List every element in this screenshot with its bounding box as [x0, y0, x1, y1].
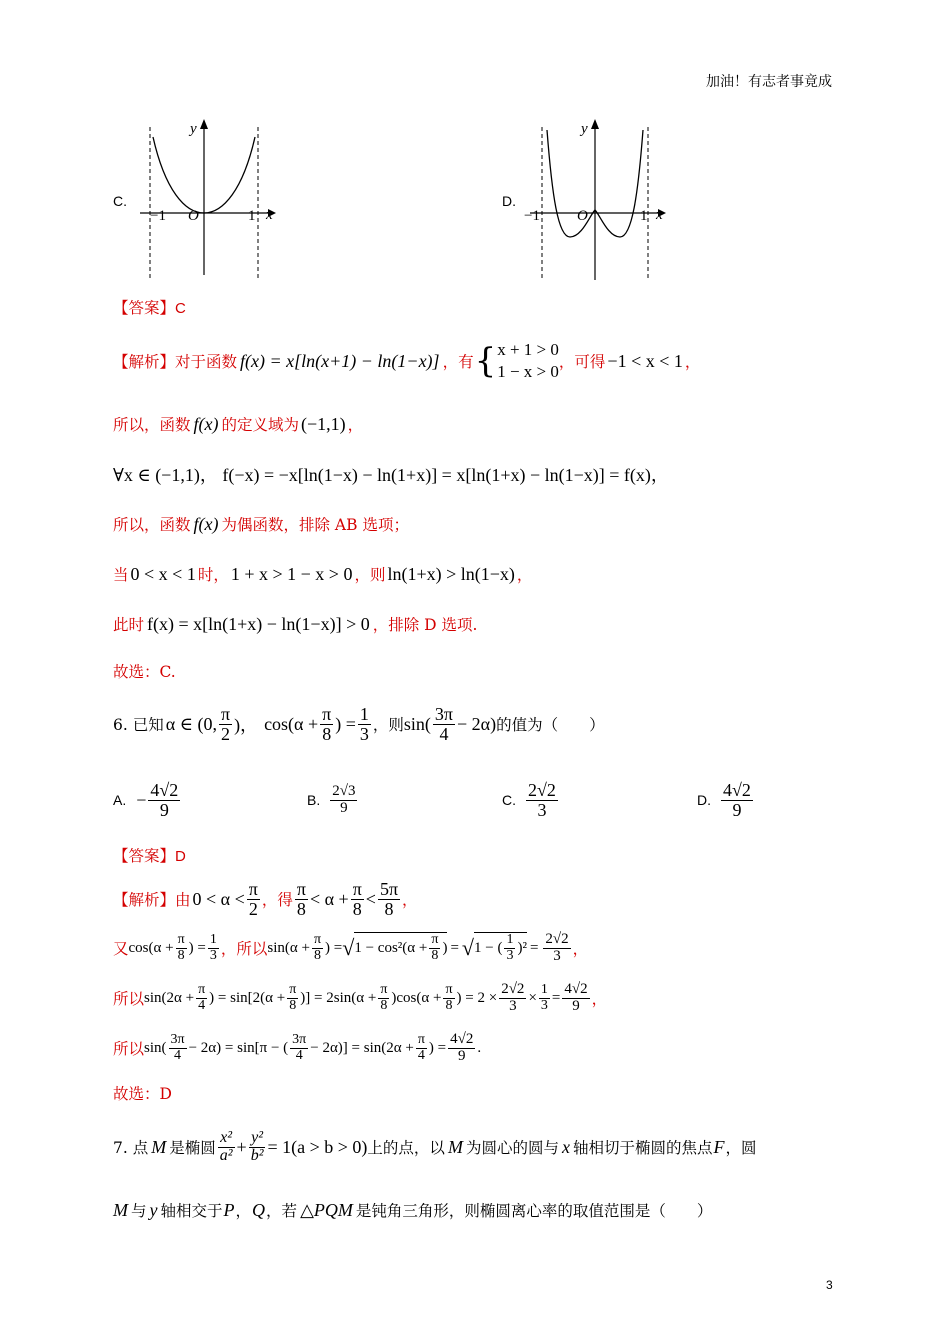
math-expr: + — [236, 1136, 247, 1157]
text: 轴相切于椭圆的焦点 — [572, 1139, 713, 1157]
frac-pi-2: $\frac{\pi}{2}$ — [220, 703, 231, 744]
frac: $\frac{1}{3}$ — [506, 932, 514, 963]
math-expr: ) = — [428, 1039, 447, 1056]
sqrt-icon: √ — [461, 935, 474, 960]
option-d-label: D. — [502, 193, 516, 209]
text: ， — [572, 940, 589, 958]
text: ， — [684, 353, 701, 371]
text: 所以 — [113, 1040, 145, 1058]
math-expr: < α + — [309, 888, 349, 909]
math-expr: 0 < α < — [192, 888, 245, 909]
graph-option-d — [524, 115, 670, 285]
option-value: $\frac{4√2}{9}$ — [150, 779, 179, 820]
option-label: B. — [307, 792, 321, 808]
text: ， — [347, 416, 364, 434]
math-var: y — [149, 1199, 158, 1220]
text: 为偶函数，排除 AB 选项； — [221, 516, 409, 534]
option-label: C. — [502, 792, 516, 808]
system-row: x + 1 > 0 — [497, 339, 559, 359]
math-expr: ∀x ∈ (−1,1)， f(−x) = −x[ln(1−x) − ln(1+x)] = x[ln(1+x) − ln(1−x)] = f(x)， — [113, 465, 669, 485]
q6-analysis-line3 — [113, 976, 607, 1020]
frac: $\frac{\pi}{8}$ — [177, 931, 185, 963]
math-expr: ) = — [335, 713, 356, 734]
math-expr: ) — [442, 940, 448, 956]
frac-1-3: $\frac{1}{3}$ — [359, 703, 369, 744]
y-axis-arrow-icon — [591, 119, 599, 129]
math-expr: △PQM — [300, 1199, 353, 1220]
math-expr: − 2α) = sin[π − ( — [188, 1039, 289, 1056]
math-expr: α ∈ (0, — [165, 713, 217, 734]
text: ，若 — [266, 1202, 298, 1220]
frac: $\frac{\pi}{2}$ — [248, 878, 258, 919]
text: 是椭圆 — [169, 1139, 216, 1157]
text: ， — [402, 891, 418, 909]
y-axis-arrow-icon — [200, 119, 208, 129]
frac: $\frac{2√2}{3}$ — [501, 980, 525, 1014]
answer-value: D — [175, 848, 186, 865]
frac: $\frac{\pi}{8}$ — [296, 878, 306, 919]
q6-analysis-line2 — [113, 926, 588, 970]
math-expr: − 2α) — [457, 713, 497, 734]
text: 上的点，以 — [367, 1139, 445, 1157]
text: 的定义域为 — [221, 416, 300, 434]
graph-option-c — [140, 115, 280, 285]
math-expr: < — [365, 888, 376, 909]
option-value: $\frac{2√3}{9}$ — [332, 782, 356, 816]
frac: $\frac{\pi}{4}$ — [198, 981, 206, 1013]
math-expr: ln(1+x) > ln(1−x) — [387, 563, 515, 584]
frac: $\frac{\text{x²}}{\text{a²}}$ — [219, 1128, 233, 1164]
q7-stem-line1 — [113, 1122, 756, 1172]
text: 由 — [175, 891, 191, 909]
tick-1: 1 — [640, 208, 648, 224]
frac: $\frac{4√2}{9}$ — [564, 980, 588, 1014]
text: 所以 — [113, 990, 145, 1008]
q5-analysis-line3 — [113, 460, 669, 488]
q5-answer — [113, 296, 186, 318]
text: 对于函数 — [175, 353, 238, 371]
text: 所以，函数 — [113, 516, 191, 534]
frac: $\frac{\text{y²}}{\text{b²}}$ — [250, 1128, 264, 1164]
math-expr: −1 < x < 1 — [607, 350, 683, 371]
x-label: x — [656, 207, 663, 223]
text: 的值为（ ） — [496, 716, 605, 734]
option-value: $\frac{4√2}{9}$ — [723, 779, 751, 820]
math-expr: 0 < x < 1 — [130, 563, 196, 584]
text: ，所以 — [220, 940, 268, 958]
q6-answer — [113, 844, 186, 866]
frac: $\frac{\pi}{8}$ — [445, 981, 453, 1013]
y-label: y — [581, 121, 588, 137]
math-var: P — [223, 1199, 235, 1220]
math-expr: × — [528, 989, 537, 1006]
math-expr: − — [136, 789, 147, 810]
option-label: A. — [113, 792, 127, 808]
math-expr: ) = — [188, 939, 206, 956]
math-expr: f(x) — [193, 413, 219, 434]
math-expr: ) = — [325, 939, 343, 956]
math-var: Q — [252, 1199, 266, 1220]
text: 此时 — [113, 616, 145, 634]
math-var: x — [561, 1136, 570, 1157]
brace-icon: { — [474, 341, 497, 381]
sqrt-body — [474, 932, 527, 963]
math-var: M — [113, 1199, 128, 1220]
frac: $\frac{\pi}{8}$ — [431, 932, 439, 963]
text: ，则 — [354, 566, 386, 584]
text: ，则 — [372, 716, 404, 734]
system-row: 1 − x > 0 — [497, 362, 559, 381]
q6-option-a — [113, 775, 182, 825]
page-number: 3 — [826, 1278, 833, 1292]
math-var: M — [447, 1136, 463, 1157]
header-motto: 加油！有志者事竟成 — [706, 74, 832, 90]
q7-stem-line2 — [113, 1196, 712, 1224]
math-var: M — [151, 1136, 167, 1157]
frac: $\frac{\pi}{8}$ — [380, 981, 388, 1013]
q6-option-b — [307, 775, 359, 825]
q5-analysis-line2 — [113, 410, 363, 438]
text: 轴相交于 — [160, 1202, 223, 1220]
text: 是钝角三角形，则椭圆离心率的取值范围是（ ） — [355, 1202, 713, 1220]
system — [497, 339, 559, 383]
q5-analysis-line5 — [113, 560, 532, 588]
math-expr: . — [477, 1039, 482, 1056]
text: 时， — [197, 566, 229, 584]
text: 6. 已知 — [113, 716, 164, 734]
frac: $\frac{\pi}{8}$ — [352, 878, 362, 919]
sqrt-body — [354, 932, 447, 963]
text: ， — [235, 1202, 252, 1220]
text: 当 — [113, 566, 129, 584]
math-expr: (−1,1) — [301, 413, 346, 434]
origin-label: O — [188, 208, 199, 224]
frac: $\frac{\pi}{8}$ — [313, 931, 322, 963]
q6-stem — [113, 696, 605, 752]
math-expr: = 1(a > b > 0) — [267, 1136, 368, 1157]
math-expr: f(x) = x[ln(x+1) − ln(1−x)] — [240, 350, 440, 371]
text: )， — [234, 715, 259, 735]
math-expr: sin(2α + — [144, 989, 195, 1006]
frac: $\frac{3\pi}{4}$ — [170, 1031, 185, 1063]
math-expr: cos(α + — [264, 713, 319, 734]
text: ， — [591, 990, 608, 1008]
text: 所以，函数 — [113, 416, 191, 434]
q6-analysis-line4 — [113, 1026, 481, 1070]
math-expr: 1 − ( — [473, 940, 503, 956]
text: ，可得 — [558, 353, 606, 371]
math-var: F — [713, 1136, 725, 1157]
math-expr: ) = sin[2(α + — [209, 989, 286, 1006]
option-c-label: C. — [113, 193, 127, 209]
math-expr: )² — [517, 940, 527, 956]
q6-conclusion: 故选：D — [113, 1085, 172, 1103]
analysis-tag: 【解析】 — [113, 891, 176, 909]
q6-option-d — [697, 775, 755, 825]
math-expr: cos(α + — [128, 939, 174, 956]
text: ，圆 — [725, 1139, 757, 1157]
q5-analysis-line6 — [113, 610, 477, 638]
math-expr: )] = 2sin(α + — [300, 989, 377, 1006]
frac: $\frac{\pi}{8}$ — [289, 981, 297, 1013]
tick-neg1: −1 — [524, 208, 540, 224]
text: 与 — [131, 1202, 147, 1220]
math-expr: )cos(α + — [391, 989, 442, 1006]
answer-value: C — [175, 300, 186, 317]
q5-analysis-line4 — [113, 510, 409, 538]
frac: $\frac{3\pi}{4}$ — [292, 1031, 307, 1063]
math-expr: = — [450, 939, 459, 956]
math-expr: − 2α)] = sin(2α + — [310, 1039, 414, 1056]
math-expr: sin(α + — [267, 939, 310, 956]
math-expr: = — [529, 939, 539, 956]
math-expr: f(x) — [193, 513, 219, 534]
origin-label: O — [577, 208, 588, 224]
tick-neg1: −1 — [150, 208, 166, 224]
math-expr: f(x) = x[ln(1+x) − ln(1−x)] > 0 — [147, 613, 370, 634]
analysis-tag: 【解析】 — [113, 353, 176, 371]
math-expr: ) = 2 × — [456, 989, 498, 1006]
frac: $\frac{5\pi}{8}$ — [379, 878, 399, 919]
x-label: x — [266, 207, 273, 223]
answer-tag: 【答案】 — [113, 847, 176, 865]
math-expr: = — [551, 989, 561, 1006]
frac: $\frac{2√2}{3}$ — [545, 930, 569, 964]
q5-analysis-line1 — [113, 340, 700, 382]
text: 7. 点 — [113, 1139, 149, 1157]
text: ，有 — [442, 353, 474, 371]
text: ，排除 D 选项. — [372, 616, 478, 634]
q6-analysis-line1 — [113, 874, 418, 924]
frac-3pi-4: $\frac{3\pi}{4}$ — [434, 703, 453, 744]
q5-conclusion: 故选：C. — [113, 663, 176, 681]
frac: $\frac{1}{3}$ — [209, 931, 217, 963]
text: ，得 — [261, 891, 293, 909]
frac-pi-8: $\frac{\pi}{8}$ — [322, 703, 332, 744]
math-expr: sin( — [144, 1039, 167, 1056]
q6-option-c — [502, 775, 560, 825]
answer-tag: 【答案】 — [113, 299, 176, 317]
option-value: $\frac{2√2}{3}$ — [528, 779, 556, 820]
text: 又 — [113, 940, 129, 958]
frac: $\frac{4√2}{9}$ — [450, 1030, 474, 1064]
tick-1: 1 — [248, 208, 256, 224]
y-label: y — [190, 121, 197, 137]
option-label: D. — [697, 792, 711, 808]
math-expr: 1 + x > 1 − x > 0 — [230, 563, 353, 584]
text: ， — [516, 566, 533, 584]
math-expr: 1 − cos²(α + — [354, 940, 428, 956]
sqrt-icon: √ — [342, 935, 355, 960]
frac: $\frac{1}{3}$ — [540, 981, 548, 1013]
text: 为圆心的圆与 — [465, 1139, 559, 1157]
math-expr: sin( — [403, 713, 431, 734]
frac: $\frac{\pi}{4}$ — [417, 1031, 425, 1063]
